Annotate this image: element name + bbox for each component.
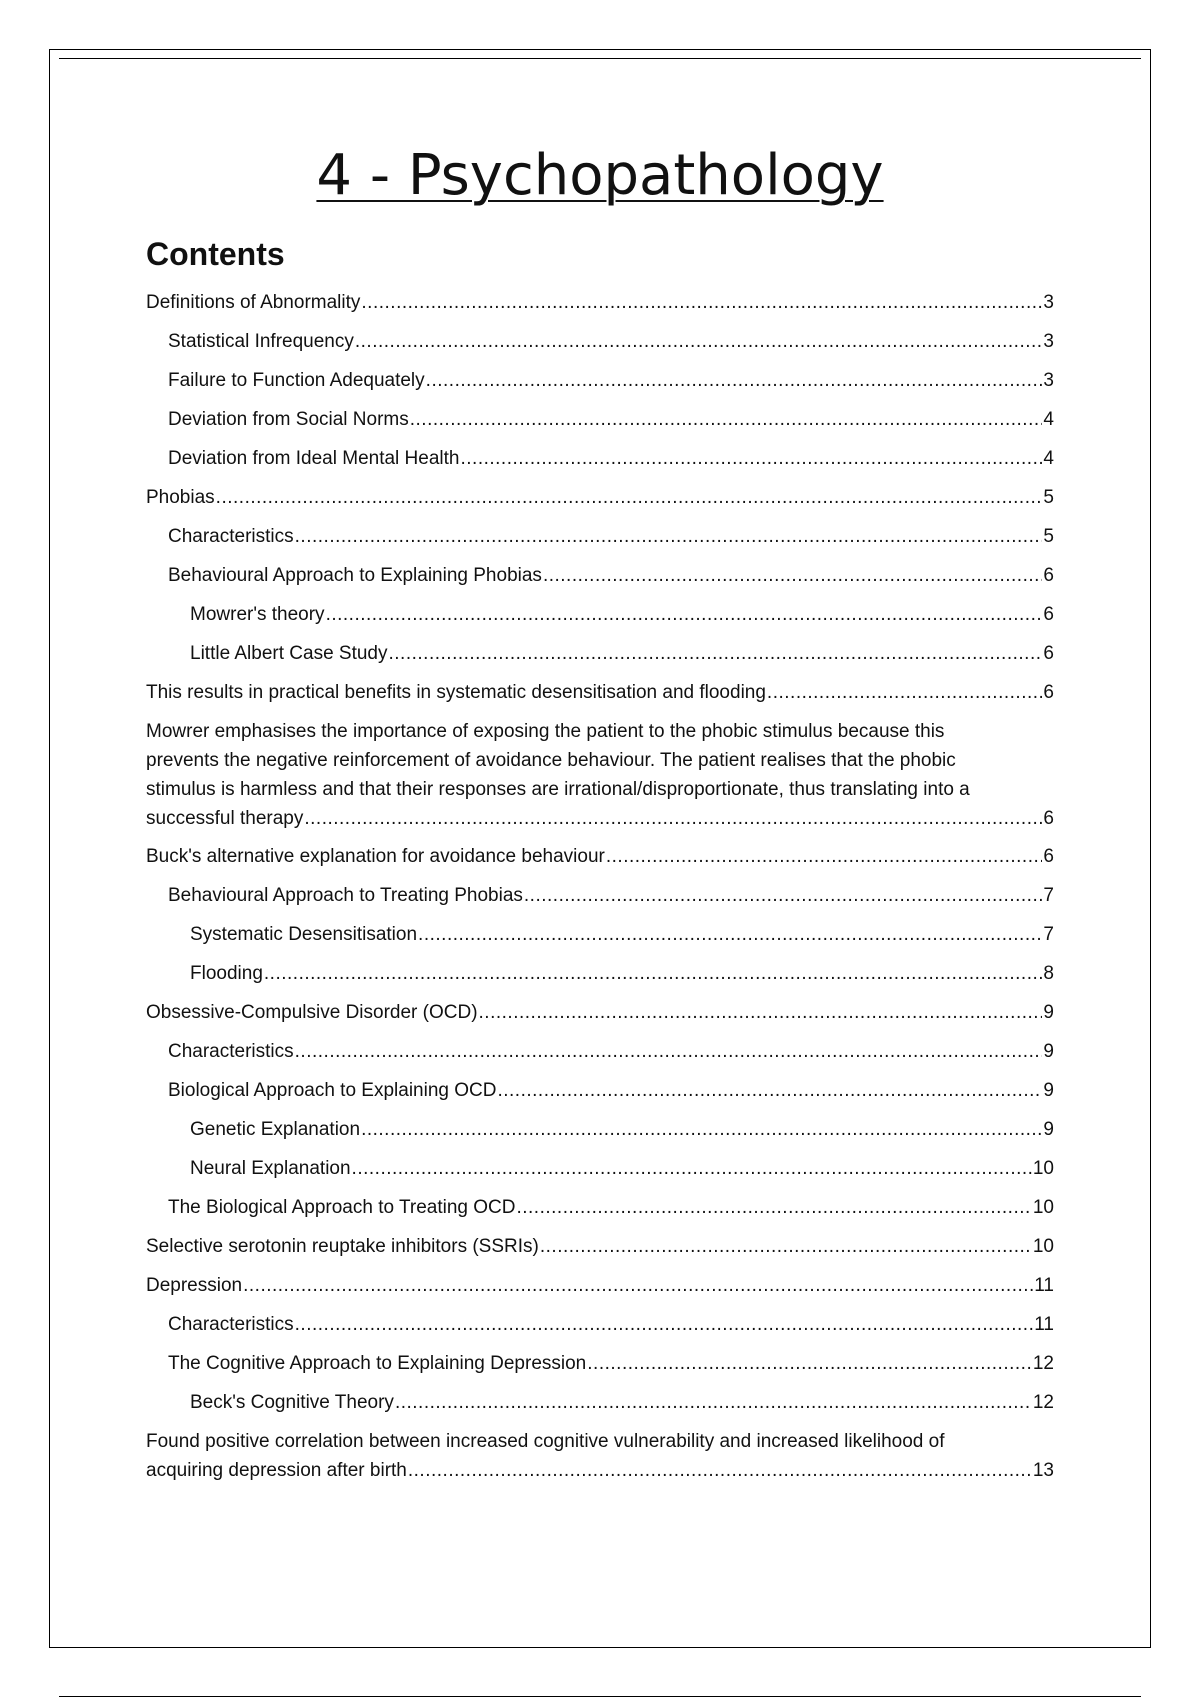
toc-leader-dots	[243, 1271, 1033, 1301]
toc-entry[interactable]	[146, 405, 1054, 435]
toc-entry[interactable]	[146, 1310, 1054, 1340]
toc-entry-text-line: stimulus is harmless and that their responses are irrational/disproportionate, thus translating into a	[146, 779, 970, 800]
toc-page-number: 3	[1043, 370, 1054, 391]
toc-page-number: 12	[1032, 1353, 1054, 1374]
document-title	[0, 140, 1200, 212]
toc-entry-row	[168, 405, 1054, 435]
toc-entry[interactable]	[146, 522, 1054, 552]
toc-entry[interactable]	[146, 288, 1054, 318]
toc-entry[interactable]	[146, 842, 1054, 872]
toc-entry-text: Biological Approach to Explaining OCD	[168, 1080, 497, 1101]
document-title-text: 4 - Psychopathology	[316, 143, 884, 208]
toc-leader-dots	[361, 288, 1042, 318]
toc-entry-row	[168, 1310, 1054, 1340]
toc-page-number: 9	[1043, 1002, 1054, 1023]
toc-entry-row	[146, 1271, 1054, 1301]
toc-entry-row	[190, 1154, 1054, 1184]
toc-leader-dots	[418, 920, 1042, 950]
toc-entry-row	[168, 366, 1054, 396]
toc-page-number: 6	[1043, 604, 1054, 625]
toc-page-number: 10	[1032, 1236, 1054, 1257]
toc-entry-text: Mowrer's theory	[190, 604, 325, 625]
toc-leader-dots	[516, 1193, 1031, 1223]
toc-entry[interactable]	[146, 327, 1054, 357]
toc-entry-text: Depression	[146, 1275, 243, 1296]
toc-leader-dots	[264, 959, 1043, 989]
toc-page-number: 4	[1043, 448, 1054, 469]
contents-heading: Contents	[146, 236, 285, 272]
toc-page-number: 10	[1032, 1197, 1054, 1218]
toc-page-number: 3	[1043, 292, 1054, 313]
toc-entry-row	[190, 920, 1054, 950]
toc-leader-dots	[497, 1076, 1042, 1106]
toc-entry-row	[146, 678, 1054, 708]
toc-entry[interactable]	[146, 717, 1054, 833]
toc-leader-dots	[426, 366, 1043, 396]
toc-leader-dots	[479, 998, 1043, 1028]
toc-page-number: 6	[1043, 846, 1054, 867]
toc-entry[interactable]	[146, 881, 1054, 911]
toc-entry[interactable]	[146, 1232, 1054, 1262]
toc-entry-text: Buck's alternative explanation for avoidance behaviour	[146, 846, 605, 867]
toc-entry-row	[146, 998, 1054, 1028]
toc-entry[interactable]	[146, 600, 1054, 630]
toc-page-number: 11	[1034, 1314, 1054, 1335]
toc-leader-dots	[361, 1115, 1042, 1145]
toc-entry-row	[168, 327, 1054, 357]
toc-entry-row	[168, 1193, 1054, 1223]
toc-entry-text: Failure to Function Adequately	[168, 370, 425, 391]
toc-entry-row	[168, 444, 1054, 474]
toc-page-number: 9	[1043, 1080, 1054, 1101]
toc-entry-text: Characteristics	[168, 526, 294, 547]
toc-entry-row	[146, 842, 1054, 872]
toc-page-number: 9	[1043, 1041, 1054, 1062]
toc-entry-text: acquiring depression after birth	[146, 1460, 407, 1481]
toc-entry-text: Characteristics	[168, 1041, 294, 1062]
table-of-contents	[146, 288, 1054, 1494]
toc-leader-dots	[355, 327, 1043, 357]
toc-page-number: 6	[1043, 808, 1054, 829]
toc-page-number: 5	[1043, 487, 1054, 508]
toc-entry-row	[190, 1388, 1054, 1418]
toc-entry-row	[168, 561, 1054, 591]
toc-leader-dots	[389, 639, 1043, 669]
toc-entry-text: Flooding	[190, 963, 263, 984]
toc-leader-dots	[606, 842, 1043, 872]
toc-entry[interactable]	[146, 1271, 1054, 1301]
toc-entry[interactable]	[146, 1154, 1054, 1184]
toc-entry-text: Beck's Cognitive Theory	[190, 1392, 394, 1413]
toc-leader-dots	[410, 405, 1043, 435]
toc-page-number: 10	[1032, 1158, 1054, 1179]
toc-entry-text: Statistical Infrequency	[168, 331, 354, 352]
toc-entry-row	[168, 1037, 1054, 1067]
toc-entry-row	[146, 483, 1054, 513]
toc-page-number: 6	[1043, 565, 1054, 586]
toc-leader-dots	[326, 600, 1043, 630]
toc-page-number: 6	[1043, 643, 1054, 664]
toc-leader-dots	[295, 1037, 1043, 1067]
toc-entry-text: Genetic Explanation	[190, 1119, 361, 1140]
toc-entry-text-line: Found positive correlation between increased cognitive vulnerability and increased likelihood of	[146, 1431, 945, 1452]
next-page-border	[59, 1696, 1141, 1697]
toc-entry-row	[146, 1232, 1054, 1262]
toc-page-number: 12	[1032, 1392, 1054, 1413]
toc-entry-row	[146, 1456, 1054, 1485]
toc-entry-text: Neural Explanation	[190, 1158, 351, 1179]
toc-leader-dots	[295, 522, 1043, 552]
page-border-rule	[59, 58, 1141, 59]
toc-page-number: 5	[1043, 526, 1054, 547]
toc-entry-row	[168, 522, 1054, 552]
toc-entry-text: The Biological Approach to Treating OCD	[168, 1197, 516, 1218]
toc-entry[interactable]	[146, 1115, 1054, 1145]
toc-page-number: 7	[1043, 885, 1054, 906]
toc-entry[interactable]	[146, 1349, 1054, 1379]
toc-entry-text: Characteristics	[168, 1314, 294, 1335]
toc-entry-row	[146, 288, 1054, 318]
toc-leader-dots	[587, 1349, 1032, 1379]
toc-leader-dots	[540, 1232, 1032, 1262]
toc-entry-row	[190, 639, 1054, 669]
toc-leader-dots	[395, 1388, 1032, 1418]
toc-page-number: 8	[1043, 963, 1054, 984]
toc-leader-dots	[543, 561, 1042, 591]
toc-entry-text-line: prevents the negative reinforcement of avoidance behaviour. The patient realises that the phobic	[146, 750, 956, 771]
toc-entry-text: Behavioural Approach to Treating Phobias	[168, 885, 523, 906]
toc-entry-text: Systematic Desensitisation	[190, 924, 418, 945]
toc-entry-text: Phobias	[146, 487, 215, 508]
toc-entry-text: Deviation from Social Norms	[168, 409, 409, 430]
toc-entry-text: The Cognitive Approach to Explaining Depression	[168, 1353, 587, 1374]
toc-entry[interactable]	[146, 483, 1054, 513]
toc-leader-dots	[295, 1310, 1034, 1340]
toc-entry[interactable]	[146, 1427, 1054, 1485]
toc-page-number: 4	[1043, 409, 1054, 430]
toc-entry[interactable]	[146, 444, 1054, 474]
toc-entry[interactable]	[146, 998, 1054, 1028]
toc-entry-text: Little Albert Case Study	[190, 643, 388, 664]
toc-entry[interactable]	[146, 959, 1054, 989]
toc-entry-text-line: Mowrer emphasises the importance of exposing the patient to the phobic stimulus because this	[146, 721, 945, 742]
toc-entry[interactable]	[146, 561, 1054, 591]
toc-entry-text: Definitions of Abnormality	[146, 292, 361, 313]
toc-entry-text: Behavioural Approach to Explaining Phobias	[168, 565, 542, 586]
toc-entry-row	[190, 1115, 1054, 1145]
toc-entry[interactable]	[146, 366, 1054, 396]
toc-entry-text: Deviation from Ideal Mental Health	[168, 448, 460, 469]
toc-leader-dots	[767, 678, 1043, 708]
toc-entry-text: Obsessive-Compulsive Disorder (OCD)	[146, 1002, 478, 1023]
toc-entry[interactable]	[146, 1388, 1054, 1418]
toc-entry-row	[168, 1076, 1054, 1106]
toc-entry[interactable]	[146, 639, 1054, 669]
toc-entry-row	[168, 881, 1054, 911]
toc-entry[interactable]	[146, 678, 1054, 708]
toc-page-number: 11	[1034, 1275, 1054, 1296]
toc-entry[interactable]	[146, 920, 1054, 950]
toc-page-number: 6	[1043, 682, 1054, 703]
toc-entry[interactable]	[146, 1193, 1054, 1223]
toc-entry-row	[190, 600, 1054, 630]
toc-leader-dots	[524, 881, 1043, 911]
toc-leader-dots	[304, 804, 1042, 833]
toc-page-number: 13	[1032, 1460, 1054, 1481]
toc-page-number: 3	[1043, 331, 1054, 352]
toc-entry-text: successful therapy	[146, 808, 304, 829]
toc-leader-dots	[352, 1154, 1032, 1184]
toc-entry[interactable]	[146, 1076, 1054, 1106]
toc-entry-row	[146, 804, 1054, 833]
toc-leader-dots	[460, 444, 1042, 474]
toc-entry-text: Selective serotonin reuptake inhibitors (SSRIs)	[146, 1236, 539, 1257]
toc-leader-dots	[216, 483, 1043, 513]
toc-page-number: 9	[1043, 1119, 1054, 1140]
toc-entry-row	[168, 1349, 1054, 1379]
toc-page-number: 7	[1043, 924, 1054, 945]
toc-leader-dots	[408, 1456, 1032, 1485]
toc-entry-text: This results in practical benefits in systematic desensitisation and flooding	[146, 682, 766, 703]
toc-entry[interactable]	[146, 1037, 1054, 1067]
toc-entry-row	[190, 959, 1054, 989]
